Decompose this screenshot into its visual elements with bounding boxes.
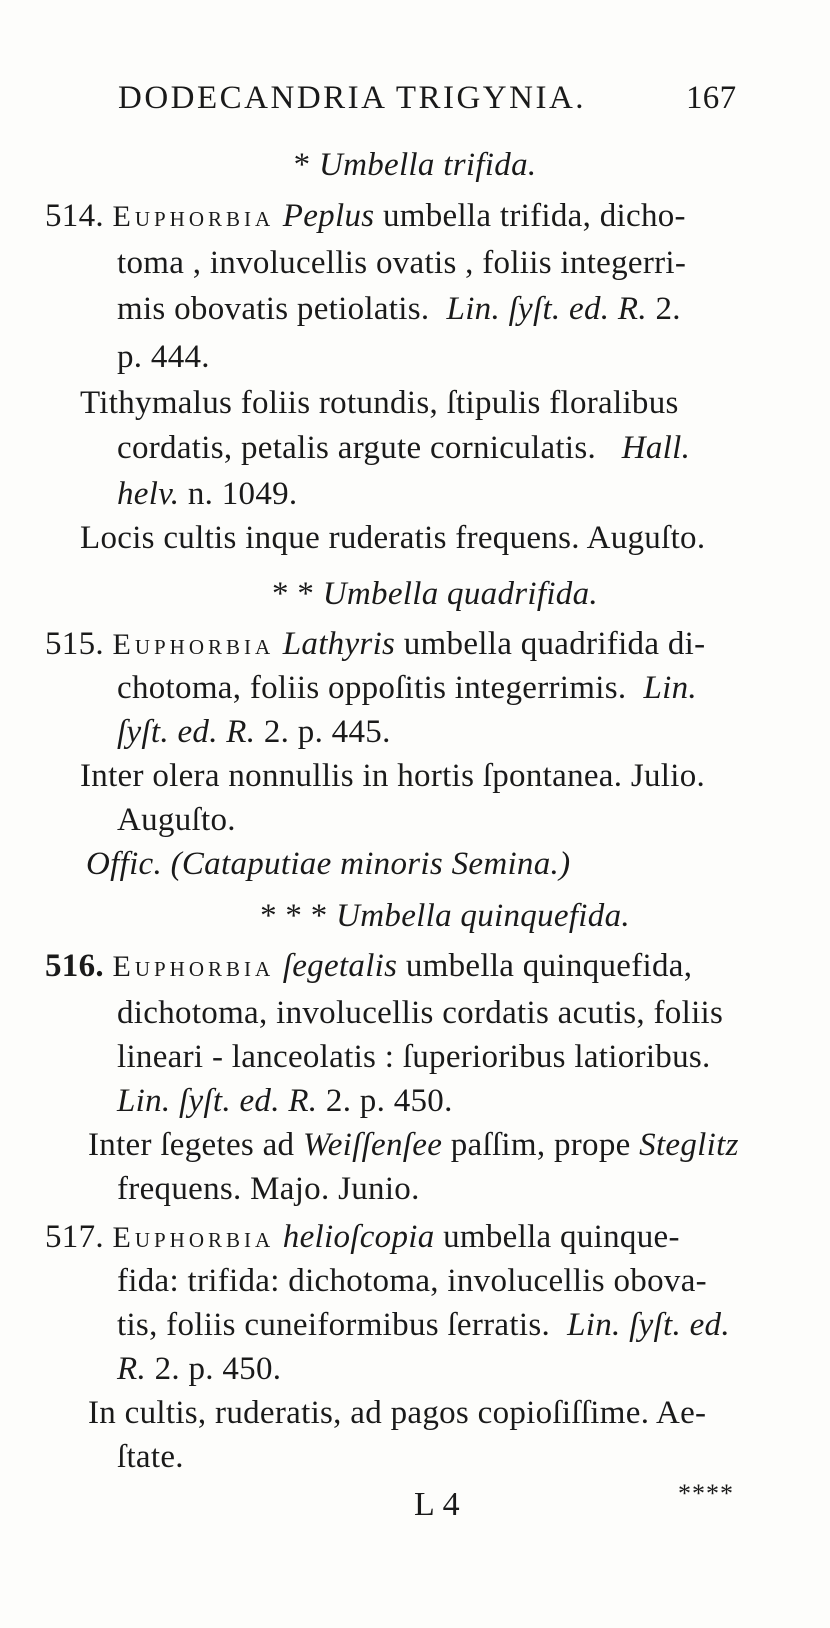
- species-name: helioſcopia: [282, 1219, 435, 1255]
- entry-515-line-1: [45, 624, 705, 665]
- section-title: Umbella quinquefida.: [336, 898, 630, 934]
- entry-517-line-3: [117, 1305, 730, 1345]
- diagnosis-text: umbella trifida, dicho-: [382, 198, 686, 234]
- entry-516-line-3: lineari - lanceolatis : ſuperioribus latioribus.: [117, 1039, 711, 1075]
- page-number: 167: [686, 80, 737, 116]
- citation: ſyſt. ed. R.: [117, 714, 256, 750]
- entry-517-line-2: fida: trifida: dichotoma, involucellis obova-: [117, 1263, 707, 1299]
- locality-text: paſſim, prope: [450, 1127, 631, 1163]
- diagnosis-text: mis obovatis petiolatis.: [117, 291, 430, 327]
- citation-number: 2. p. 450.: [325, 1083, 453, 1119]
- entry-517-locality-1: In cultis, ruderatis, ad pagos copioſiſſime. Ae-: [88, 1395, 707, 1431]
- genus-name: Euphorbia: [112, 950, 275, 983]
- citation-number: n. 1049.: [187, 476, 298, 512]
- entry-516-line-2: dichotoma, involucellis cordatis acutis, foliis: [117, 995, 724, 1031]
- species-name: Lathyris: [282, 626, 396, 662]
- entry-515-line-3: [117, 712, 391, 752]
- entry-515-officinal: Offic. (Cataputiae minoris Semina.): [86, 846, 571, 882]
- species-name: Peplus: [282, 198, 375, 234]
- place-name: Steglitz: [639, 1127, 739, 1163]
- section-heading-quinquefida: [0, 896, 830, 936]
- section-marker: * *: [272, 576, 315, 612]
- entry-517-locality-2: ſtate.: [117, 1439, 184, 1475]
- entry-514-synonym-3: [117, 474, 297, 514]
- running-header: DODECANDRIA TRIGYNIA.: [118, 80, 587, 116]
- catchword: ****: [678, 1479, 734, 1508]
- entry-517-line-1: [45, 1217, 680, 1258]
- entry-514-line-2: toma , involucellis ovatis , foliis integerri-: [117, 245, 687, 281]
- entry-515-line-2: [117, 668, 697, 708]
- entry-514-line-3: [117, 289, 681, 329]
- entry-number: 517.: [45, 1219, 104, 1255]
- entry-514-synonym-2: [117, 428, 690, 468]
- entry-number: 516.: [45, 948, 104, 984]
- entry-517-line-4: [117, 1349, 281, 1389]
- diagnosis-text: umbella quinque-: [443, 1219, 680, 1255]
- diagnosis-text: chotoma, foliis oppoſitis integerrimis.: [117, 670, 627, 706]
- citation-number: 2. p. 445.: [263, 714, 391, 750]
- citation-number: 2.: [655, 291, 681, 327]
- species-name: ſegetalis: [282, 948, 398, 984]
- section-title: Umbella quadrifida.: [322, 576, 598, 612]
- entry-514-locality: Locis cultis inque ruderatis frequens. Auguſto.: [80, 520, 706, 556]
- synonym-text: cordatis, petalis argute corniculatis.: [117, 430, 597, 466]
- citation: Lin.: [643, 670, 697, 706]
- entry-514-line-4: p. 444.: [117, 339, 210, 375]
- citation: Hall.: [621, 430, 691, 466]
- genus-name: Euphorbia: [112, 628, 275, 661]
- citation: Lin. ſyſt. ed. R.: [446, 291, 647, 327]
- place-name: Weiſſenſee: [302, 1127, 443, 1163]
- citation-number: 2. p. 450.: [154, 1351, 282, 1387]
- citation: helv.: [117, 476, 180, 512]
- entry-515-locality-1: Inter olera nonnullis in hortis ſpontanea. Julio.: [80, 758, 706, 794]
- entry-516-locality-2: frequens. Majo. Junio.: [117, 1171, 420, 1207]
- citation: R.: [117, 1351, 147, 1387]
- section-heading-quadrifida: [0, 574, 830, 614]
- locality-text: Inter ſegetes ad: [88, 1127, 295, 1163]
- citation: Lin. ſyſt. ed.: [567, 1307, 730, 1343]
- diagnosis-text: umbella quinquefida,: [405, 948, 693, 984]
- entry-number: 514.: [45, 198, 104, 234]
- entry-number: 515.: [45, 626, 104, 662]
- entry-516-line-1: [45, 946, 692, 987]
- section-title: Umbella trifida.: [318, 147, 537, 183]
- signature-mark: L 4: [414, 1486, 460, 1523]
- entry-516-line-4: [117, 1081, 453, 1121]
- genus-name: Euphorbia: [112, 200, 275, 233]
- genus-name: Euphorbia: [112, 1221, 275, 1254]
- section-marker: *: [293, 147, 311, 183]
- entry-514-line-1: [45, 196, 686, 237]
- citation: Lin. ſyſt. ed. R.: [117, 1083, 318, 1119]
- section-heading-trifida: [0, 145, 830, 185]
- section-marker: * * *: [260, 898, 328, 934]
- entry-514-synonym-1: Tithymalus foliis rotundis, ſtipulis floralibus: [80, 385, 679, 421]
- entry-516-locality-1: [88, 1125, 739, 1165]
- diagnosis-text: umbella quadrifida di-: [403, 626, 706, 662]
- entry-515-locality-2: Auguſto.: [117, 802, 236, 838]
- diagnosis-text: tis, foliis cuneiformibus ſerratis.: [117, 1307, 551, 1343]
